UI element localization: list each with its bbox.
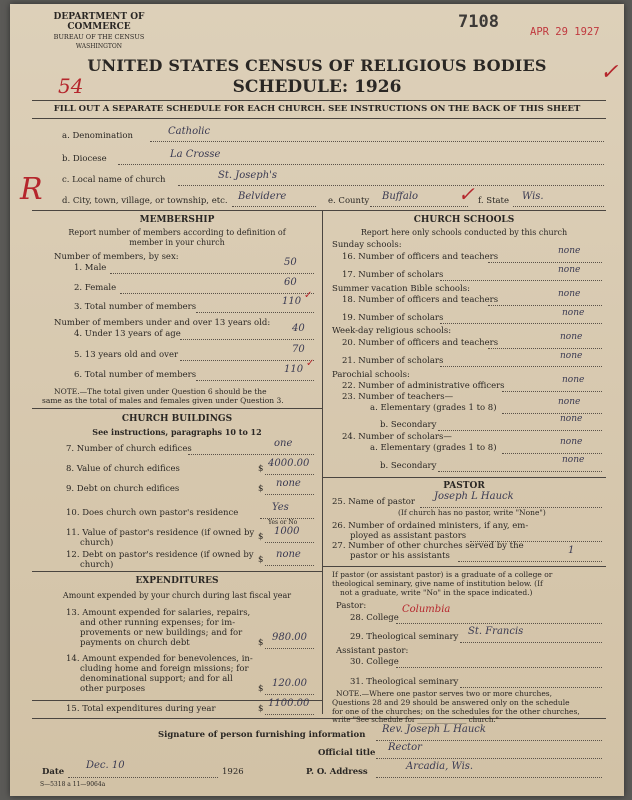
parochial-schools-label: Parochial schools: [332, 370, 410, 380]
dotted-line [376, 740, 602, 741]
q27-label-2: pastor or his assistants [350, 551, 450, 561]
q19-value: none [562, 308, 585, 318]
membership-note-1: NOTE.—The total given under Question 6 should be the [54, 387, 267, 396]
divider [32, 100, 606, 101]
date-label: Date [42, 767, 65, 777]
q11-label-2: church) [80, 538, 114, 548]
dotted-line [502, 391, 602, 392]
q18-value: none [558, 289, 581, 299]
q10-label: 10. Does church own pastor's residence [66, 508, 239, 518]
dollar-sign: $ [258, 484, 264, 494]
bureau-name: BUREAU OF THE CENSUS [53, 33, 145, 41]
q11-value: 1000 [274, 526, 300, 537]
dotted-line [488, 348, 602, 349]
q13-value: 980.00 [272, 632, 307, 643]
q24a-value: none [560, 437, 583, 447]
city-value: Belvidere [238, 191, 287, 202]
dotted-line [513, 206, 604, 207]
membership-sub-2: member in your church [129, 238, 225, 247]
q12-label-2: church) [80, 560, 114, 570]
schools-heading: CHURCH SCHOOLS [413, 215, 515, 225]
q17-value: none [558, 265, 581, 275]
q16-value: none [558, 246, 581, 256]
q14-label-3: denominational support; and for all [80, 674, 233, 684]
q14-value: 120.00 [272, 678, 307, 689]
q28-label: 28. College [350, 613, 399, 623]
local-name-label: c. Local name of church [62, 175, 166, 185]
q2-value: 60 [284, 277, 297, 288]
denomination-label: a. Denomination [62, 131, 133, 141]
dotted-line [265, 694, 314, 695]
graduate-note-3: not a graduate, write "No" in the space indicated.) [340, 588, 533, 597]
q27-label-1: 27. Number of other churches served by the [332, 541, 524, 551]
pastor-sub-label: Pastor: [336, 601, 367, 611]
city-name: WASHINGTON [75, 43, 123, 50]
dotted-line [370, 206, 468, 207]
dotted-line [460, 687, 602, 688]
diocese-value: La Crosse [170, 149, 221, 160]
q12-label-1: 12. Debt on pastor's residence (if owned by [66, 550, 254, 560]
signature-value: Rev. Joseph L Hauck [382, 724, 486, 735]
form-code: S—5318 a 11—9064a [40, 781, 106, 788]
dotted-line [376, 777, 602, 778]
buildings-sub: See instructions, paragraphs 10 to 12 [92, 427, 262, 437]
date-stamp: APR 29 1927 [530, 26, 600, 38]
dotted-line [180, 339, 314, 340]
divider [32, 408, 322, 409]
q12-value: none [276, 549, 301, 560]
red-check-mark-icon: ✓ [306, 358, 315, 369]
q7-label: 7. Number of church edifices [66, 444, 192, 454]
q3-value: 110 [282, 296, 302, 307]
q23-label: 23. Number of teachers— [342, 392, 454, 402]
schools-sub: Report here only schools conducted by this church [360, 228, 568, 237]
dotted-line [150, 141, 604, 142]
q18-label: 18. Number of officers and teachers [342, 295, 499, 305]
q23b-value: none [560, 414, 583, 424]
dotted-line [188, 454, 314, 455]
dotted-line [396, 623, 602, 624]
official-title-value: Rector [388, 742, 422, 753]
dotted-line [396, 667, 602, 668]
instruction-line: FILL OUT A SEPARATE SCHEDULE FOR EACH CHURCH. SEE INSTRUCTIONS ON THE BACK OF THIS SHEET [53, 104, 581, 114]
expenditures-sub: Amount expended by your church during last fiscal year [62, 591, 292, 600]
graduate-note-1: If pastor (or assistant pastor) is a graduate of a college or [332, 570, 553, 579]
q7-value: one [274, 438, 293, 449]
dollar-sign: $ [258, 464, 264, 474]
dotted-line [376, 758, 602, 759]
q22-value: none [562, 375, 585, 385]
schedule-title: SCHEDULE: 1926 [232, 77, 402, 97]
dotted-line [488, 262, 602, 263]
q21-label: 21. Number of scholars [342, 356, 444, 366]
signature-label: Signature of person furnishing information [158, 730, 366, 740]
membership-heading: MEMBERSHIP [139, 215, 215, 225]
q20-value: none [560, 332, 583, 342]
pastor-note-1: NOTE.—Where one pastor serves two or more churches, [336, 689, 553, 698]
q25-note: (If church has no pastor, write "None") [398, 508, 546, 517]
local-name-value: St. Joseph's [218, 170, 278, 181]
po-address-label: P. O. Address [306, 767, 368, 777]
graduate-note-2: theological seminary, give name of institution below. (If [332, 579, 543, 588]
q9-value: none [276, 478, 301, 489]
divider [322, 477, 606, 478]
q24a-label: a. Elementary (grades 1 to 8) [370, 443, 497, 453]
q24b-label: b. Secondary [380, 461, 437, 471]
q1-value: 50 [284, 257, 297, 268]
column-divider [322, 210, 323, 714]
q26-label-1: 26. Number of ordained ministers, if any, em- [332, 521, 529, 531]
membership-note-2: same as the total of males and females given under Question 3. [42, 396, 284, 405]
q2-label: 2. Female [74, 283, 117, 293]
q14-label-4: other purposes [80, 684, 146, 694]
q8-label: 8. Value of church edifices [66, 464, 180, 474]
divider [32, 718, 606, 719]
dotted-line [265, 565, 314, 566]
q6-label: 6. Total number of members [74, 370, 197, 380]
q13-label-1: 13. Amount expended for salaries, repairs, [66, 608, 251, 618]
by-sex-label: Number of members, by sex: [54, 252, 179, 262]
dollar-sign: $ [258, 532, 264, 542]
document-number: 7108 [458, 12, 499, 32]
dotted-line [502, 453, 602, 454]
q14-label-1: 14. Amount expended for benevolences, in- [66, 654, 253, 664]
county-value: Buffalo [382, 191, 419, 202]
q9-label: 9. Debt on church edifices [66, 484, 180, 494]
q21-value: none [560, 351, 583, 361]
buildings-heading: CHURCH BUILDINGS [121, 414, 233, 424]
dotted-line [265, 714, 314, 715]
dotted-line [265, 648, 314, 649]
dotted-line [196, 312, 314, 313]
q6-value: 110 [284, 364, 304, 375]
q23a-label: a. Elementary (grades 1 to 8) [370, 403, 497, 413]
dotted-line [110, 273, 314, 274]
pastor-note-4: write "See schedule for ______________ church." [332, 716, 499, 724]
dotted-line [460, 642, 602, 643]
dollar-sign: $ [258, 555, 264, 565]
expenditures-heading: EXPENDITURES [135, 576, 219, 586]
denomination-value: Catholic [168, 126, 211, 137]
divider [32, 571, 322, 572]
state-label: f. State [478, 196, 509, 206]
q13-label-3: provements or new buildings; and for [80, 628, 243, 638]
q17-label: 17. Number of scholars [342, 270, 444, 280]
red-check-mark-icon: ✓ [600, 60, 619, 85]
q22-label: 22. Number of administrative officers [342, 381, 505, 391]
dotted-line [265, 542, 314, 543]
dotted-line [440, 280, 602, 281]
red-check-mark-icon: ✓ [458, 182, 475, 206]
q29-value: St. Francis [468, 626, 524, 637]
q13-label-4: payments on church debt [80, 638, 190, 648]
q1-label: 1. Male [74, 263, 107, 273]
q10-value: Yes [272, 502, 289, 513]
dotted-line [488, 305, 602, 306]
summer-schools-label: Summer vacation Bible schools: [332, 284, 470, 294]
divider [32, 210, 606, 211]
sunday-schools-label: Sunday schools: [332, 240, 402, 250]
q25-label: 25. Name of pastor [332, 497, 415, 507]
q4-value: 40 [292, 323, 305, 334]
dotted-line [196, 380, 314, 381]
q27-value: 1 [568, 545, 575, 556]
po-address-value: Arcadia, Wis. [406, 761, 474, 772]
dotted-line [458, 561, 602, 562]
dotted-line [438, 430, 602, 431]
q20-label: 20. Number of officers and teachers [342, 338, 499, 348]
q16-label: 16. Number of officers and teachers [342, 252, 499, 262]
dotted-line [265, 494, 314, 495]
q13-label-2: and other running expenses; for im- [80, 618, 236, 628]
divider [32, 118, 606, 119]
date-year: 1926 [222, 767, 244, 777]
q23a-value: none [558, 397, 581, 407]
department-block [40, 12, 158, 52]
dotted-line [440, 323, 602, 324]
official-title-label: Official title [318, 748, 376, 758]
q24-label: 24. Number of scholars— [342, 432, 452, 442]
q11-label-1: 11. Value of pastor's residence (if owned by [66, 528, 255, 538]
red-mark-54: 54 [58, 74, 84, 98]
q4-label: 4. Under 13 years of age [74, 329, 181, 339]
q3-label: 3. Total number of members [74, 302, 197, 312]
dotted-line [118, 164, 604, 165]
q5-value: 70 [292, 344, 305, 355]
form-title: UNITED STATES CENSUS OF RELIGIOUS BODIES [87, 56, 547, 75]
red-check-mark-icon: ✓ [304, 290, 313, 301]
q19-label: 19. Number of scholars [342, 313, 444, 323]
q25-value: Joseph L Hauck [434, 491, 514, 502]
dollar-sign: $ [258, 684, 264, 694]
pastor-note-2: Questions 28 and 29 should be answered only on the schedule [332, 698, 570, 707]
dollar-sign: $ [258, 638, 264, 648]
q8-value: 4000.00 [268, 458, 310, 469]
q23b-label: b. Secondary [380, 420, 437, 430]
dotted-line [265, 474, 314, 475]
department-name: DEPARTMENT OF COMMERCE [53, 12, 145, 32]
q29-label: 29. Theological seminary [350, 632, 459, 642]
dotted-line [180, 360, 314, 361]
q15-label: 15. Total expenditures during year [66, 704, 216, 714]
county-label: e. County [328, 196, 370, 206]
yes-no-caption: Yes or No [268, 519, 298, 526]
age-label: Number of members under and over 13 years old: [54, 318, 271, 328]
q15-value: 1100.00 [268, 698, 310, 709]
dotted-line [502, 413, 602, 414]
date-value: Dec. 10 [86, 760, 125, 771]
q26-label-2: ployed as assistant pastors [350, 531, 467, 541]
pastor-note-3: for one of the churches; on the schedules for the other churches, [332, 707, 580, 716]
q24b-value: none [562, 455, 585, 465]
dollar-sign: $ [258, 704, 264, 714]
membership-sub-1: Report number of members according to definition of [68, 228, 286, 237]
q30-label: 30. College [350, 657, 399, 667]
q14-label-2: cluding home and foreign missions; for [80, 664, 249, 674]
dotted-line [178, 185, 604, 186]
census-schedule-sheet [10, 4, 624, 796]
diocese-label: b. Diocese [62, 154, 107, 164]
city-label: d. City, town, village, or township, etc. [62, 196, 228, 206]
pastor-heading: PASTOR [443, 481, 485, 491]
weekday-schools-label: Week-day religious schools: [332, 326, 452, 336]
red-mark-r: R [20, 172, 43, 207]
dotted-line [120, 293, 314, 294]
q31-label: 31. Theological seminary [350, 677, 459, 687]
dotted-line [68, 777, 218, 778]
q28-value: Columbia [402, 604, 451, 615]
q5-label: 5. 13 years old and over [74, 350, 179, 360]
state-value: Wis. [522, 191, 544, 202]
assistant-pastor-label: Assistant pastor: [336, 646, 409, 656]
dotted-line [440, 366, 602, 367]
divider [322, 566, 606, 567]
dotted-line [438, 471, 602, 472]
dotted-line [232, 206, 316, 207]
